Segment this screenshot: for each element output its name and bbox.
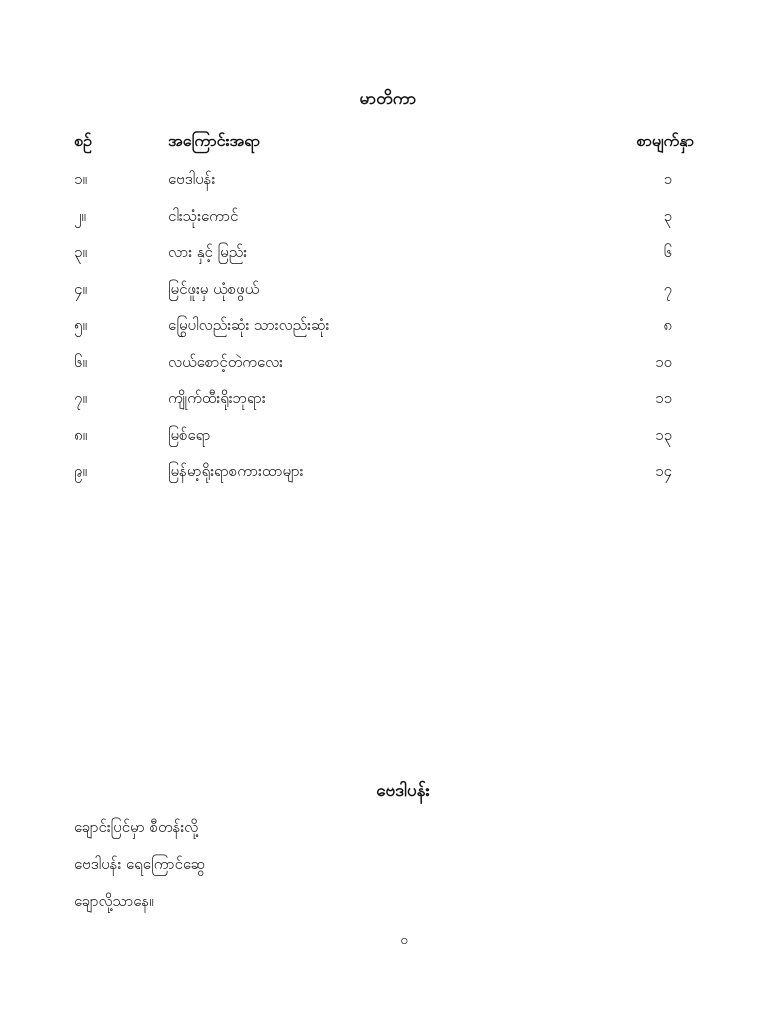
toc-row-number: ၅။ <box>74 316 87 334</box>
toc-row-page: ၃ <box>663 206 672 225</box>
toc-row-page: ၁ <box>663 170 672 188</box>
toc-row <box>74 462 694 499</box>
page-number: ၀ <box>400 933 408 948</box>
section-title: ဗေဒါပန်း <box>376 781 430 801</box>
toc-row-title: လယ်စောင့်တဲကလေး <box>168 352 283 371</box>
toc-header-page: စာမျက်နှာ <box>636 131 694 150</box>
toc-row-title: ဗေဒါပန်း <box>168 170 216 188</box>
toc-row-title: ကျိုက်ထီးရိုးဘုရား <box>168 389 266 407</box>
toc-row-page: ၈ <box>663 316 672 334</box>
toc-row-title: မြင်ဖူးမှ ယုံစဖွယ် <box>168 279 260 298</box>
toc-row-number: ၇။ <box>74 389 87 407</box>
toc-header-no: စဉ် <box>74 131 92 150</box>
toc-row-title: မြစ်ရော <box>168 425 211 444</box>
poem-line: ဗေဒါပန်း ရေကြောင်ဆွေ <box>74 855 205 873</box>
toc-header-title: အကြောင်းအရာ <box>168 131 260 150</box>
toc-header-row <box>74 130 694 156</box>
toc-row-number: ၄။ <box>74 279 87 298</box>
toc-row-title: ငါးသုံးကောင် <box>168 206 239 225</box>
toc-row-page: ၇ <box>663 279 672 298</box>
toc-row <box>74 170 694 207</box>
toc-row <box>74 353 694 390</box>
toc-row-number: ၈။ <box>74 425 88 444</box>
toc-row-page: ၆ <box>663 243 672 261</box>
poem-body <box>74 818 674 929</box>
toc-row-title: မြွေပါလည်းဆုံး သားလည်းဆုံး <box>168 316 330 334</box>
toc-title: မာတိကာ <box>359 89 417 109</box>
toc-row <box>74 389 694 426</box>
toc-row-number: ၂။ <box>74 206 86 225</box>
toc-row <box>74 243 694 280</box>
toc-row-number: ၉။ <box>74 462 87 480</box>
toc-row-number: ၃။ <box>74 243 87 261</box>
toc-list <box>74 170 694 499</box>
poem-line: ချောလို့သာနေ။ <box>74 892 154 910</box>
poem-line: ချောင်းပြင်မှာ စီတန်းလို့ <box>74 818 199 836</box>
toc-row-number: ၆။ <box>74 352 87 371</box>
toc-row <box>74 207 694 244</box>
toc-row <box>74 280 694 317</box>
toc-row-page: ၁၃ <box>655 425 672 444</box>
toc-row-title: မြန်မာ့ရိုးရာစကားထာများ <box>168 462 304 480</box>
toc-row <box>74 426 694 463</box>
toc-row-page: ၁၄ <box>655 462 672 480</box>
toc-row-title: လား နှင့် မြည်း <box>168 243 248 261</box>
toc-row-number: ၁။ <box>74 170 87 188</box>
toc-row <box>74 316 694 353</box>
toc-row-page: ၁၁ <box>655 389 672 407</box>
toc-row-page: ၁၀ <box>655 352 672 371</box>
